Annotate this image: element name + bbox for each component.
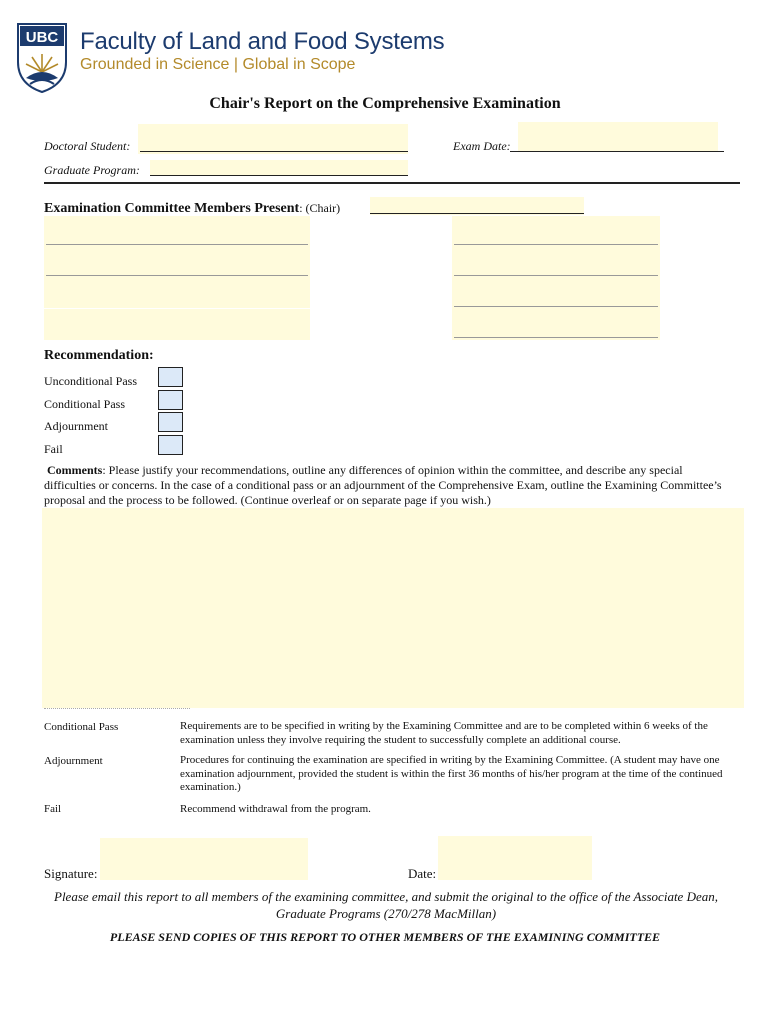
definition-desc: Procedures for continuing the examination are specified in writing by the Examining Committee. (A student may have one examination adjournment, provided the student is within the first 36 months of his/her program at the time of the continued examination.)	[180, 754, 723, 793]
committee-heading: Examination Committee Members Present	[44, 201, 300, 216]
faculty-name: Faculty of Land and Food Systems	[80, 28, 445, 55]
committee-member-separator	[44, 308, 310, 309]
comments-instructions	[44, 463, 734, 508]
section-divider	[44, 182, 740, 184]
committee-members-left-field[interactable]	[44, 216, 310, 340]
chair-label: : (Chair)	[299, 201, 341, 215]
committee-member-line	[46, 275, 308, 276]
definition-desc: Requirements are to be specified in writing by the Examining Committee and are to be completed within 6 weeks of the examination unless they involve requiring the student to successfully complete an additional course.	[180, 720, 708, 746]
conditional-pass-checkbox[interactable]	[158, 390, 183, 410]
exam-date-field[interactable]	[518, 122, 718, 152]
option-conditional-pass-label: Conditional Pass	[44, 397, 126, 411]
comments-label: Comments	[47, 463, 103, 477]
option-adjournment-label: Adjournment	[44, 419, 108, 433]
committee-member-line	[454, 244, 658, 245]
comments-text: : Please justify your recommendations, outline any differences of opinion within the committee, and describe any special difficulties or concerns. In the case of a conditional pass or an adjournment of the Comprehensive Exam, outline the Examining Committee’s proposal and the process to be followed. (Continue overleaf or on separate page if you wish.)	[44, 463, 722, 507]
committee-heading-row	[44, 199, 340, 217]
option-unconditional-pass-label: Unconditional Pass	[44, 374, 137, 388]
ubc-logo	[16, 22, 68, 94]
doctoral-student-line	[140, 151, 408, 152]
exam-date-label: Exam Date:	[453, 139, 511, 153]
option-fail-label: Fail	[44, 442, 63, 456]
definition-term: Adjournment	[44, 755, 103, 767]
committee-member-line	[454, 275, 658, 276]
graduate-program-label: Graduate Program:	[44, 163, 140, 177]
signature-date-field[interactable]	[438, 836, 592, 880]
chair-line	[370, 213, 584, 214]
copies-notice: PLEASE SEND COPIES OF THIS REPORT TO OTHER MEMBERS OF THE EXAMINING COMMITTEE	[109, 930, 661, 944]
signature-field[interactable]	[100, 838, 308, 880]
exam-date-line	[510, 151, 724, 152]
page-title: Chair's Report on the Comprehensive Examination	[209, 95, 561, 112]
committee-member-line	[454, 337, 658, 338]
faculty-tagline: Grounded in Science | Global in Scope	[80, 56, 356, 73]
adjournment-checkbox[interactable]	[158, 412, 183, 432]
committee-member-line	[454, 306, 658, 307]
graduate-program-field[interactable]	[150, 160, 408, 176]
recommendation-heading: Recommendation:	[44, 348, 154, 363]
committee-members-right-field[interactable]	[452, 216, 660, 340]
doctoral-student-field[interactable]	[138, 124, 408, 154]
definition-term: Conditional Pass	[44, 721, 119, 733]
graduate-program-line	[150, 175, 408, 176]
unconditional-pass-checkbox[interactable]	[158, 367, 183, 387]
date-label: Date:	[408, 866, 437, 881]
logo-text: UBC	[25, 29, 59, 46]
signature-label: Signature:	[44, 866, 98, 881]
committee-member-line	[46, 244, 308, 245]
comments-field[interactable]	[42, 508, 744, 708]
definition-desc: Recommend withdrawal from the program.	[180, 803, 371, 815]
definition-term: Fail	[44, 803, 62, 815]
footnote-rule	[44, 708, 190, 709]
fail-checkbox[interactable]	[158, 435, 183, 455]
email-instructions: Please email this report to all members of the examining committee, and submit the original to the office of the Associate Dean, Graduate Programs (270/278 MacMillan)	[54, 889, 718, 921]
doctoral-student-label: Doctoral Student:	[44, 139, 131, 153]
